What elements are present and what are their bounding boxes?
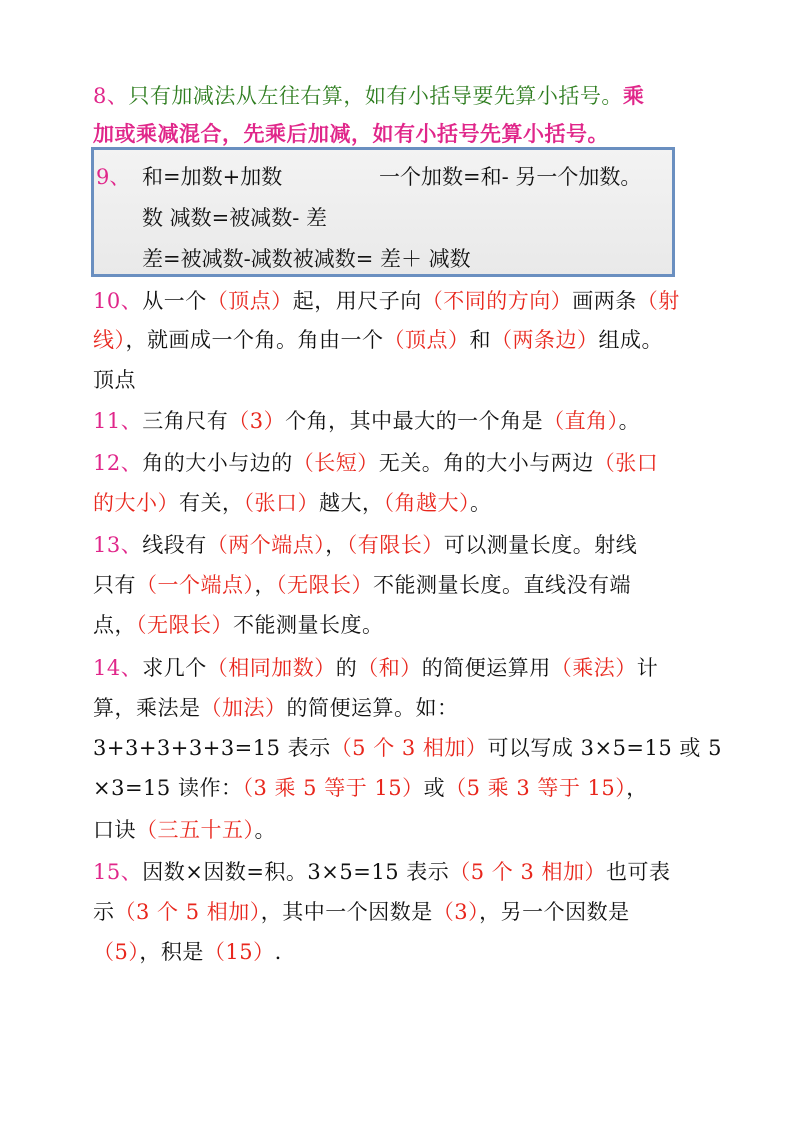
fill-blank: （直角）	[543, 409, 619, 433]
fill-blank: （乘法）	[550, 656, 637, 680]
text: .	[274, 940, 282, 964]
text: 。	[254, 818, 276, 842]
fill-blank: （5）	[93, 940, 140, 964]
fill-blank: （3 个 5 相加）	[114, 900, 261, 924]
section-15-line-2	[93, 892, 630, 932]
section-8-line-2: 加或乘减混合，先乘后加减，如有小括号先算小括号。	[93, 121, 609, 146]
section-10-number: 10、	[93, 289, 143, 313]
text: 。	[470, 491, 492, 515]
section-12-number: 12、	[93, 451, 143, 475]
text: 因数×因数=积。3×5=15 表示	[142, 860, 450, 884]
section-14-line-4	[93, 768, 648, 808]
fill-blank: （长短）	[292, 451, 379, 475]
text: 的简便运算用	[421, 656, 551, 680]
section-10-line-3: 顶点	[93, 368, 136, 392]
text: ，	[325, 533, 347, 557]
text: 点，	[93, 613, 136, 637]
section-12-line-2	[93, 483, 492, 523]
fill-blank: （加法）	[200, 696, 287, 720]
fill-blank: （5 个 3 相加）	[449, 860, 606, 884]
text: ，就画成一个角。角由一个	[125, 328, 384, 352]
section-9-number: 9、	[96, 165, 131, 189]
text: 线段有	[142, 533, 207, 557]
section-9-formula-subtrahend: 数 减数=被减数- 差	[142, 206, 328, 230]
section-9-formula-difference: 差=被减数-减数被减数= 差＋ 减数	[142, 247, 471, 271]
section-14-line-2	[93, 688, 459, 728]
fill-blank: （张口）	[243, 491, 319, 515]
fill-blank: （无限长）	[136, 613, 233, 637]
text: 口诀	[93, 818, 136, 842]
text: ×3=15 读作：	[93, 776, 243, 800]
text: 的	[335, 656, 358, 680]
text: 只有	[93, 573, 136, 597]
section-15-line-1	[93, 852, 671, 892]
text: 的简便运算。如：	[286, 696, 459, 720]
section-8-line-1	[93, 76, 644, 116]
section-9-formula-sum: 和=加数+加数	[142, 165, 283, 189]
section-13-number: 13、	[93, 533, 143, 557]
fill-blank: （5 乘 3 等于 15）	[445, 776, 627, 800]
fill-blank: （两条边）	[491, 328, 599, 352]
fill-blank: （相同加数）	[206, 656, 336, 680]
fill-blank: （两个端点）	[206, 533, 326, 557]
fill-blank: （无限长）	[276, 573, 373, 597]
text: 求几个	[142, 656, 207, 680]
fill-blank: （顶点）	[206, 289, 293, 313]
section-8-number: 8、	[93, 84, 129, 108]
text: 从一个	[142, 289, 207, 313]
text: ，	[254, 573, 276, 597]
text: 或	[423, 776, 446, 800]
fill-blank: 的大小）	[93, 491, 179, 515]
text: 无关。角的大小与两边	[378, 451, 594, 475]
text: ，	[626, 776, 648, 800]
section-10-line-1	[93, 281, 680, 321]
text: 组成。	[598, 328, 663, 352]
section-9-formula-addend: 一个加数=和- 另一个加数。	[379, 165, 642, 189]
fill-blank: （张口	[593, 451, 659, 475]
section-15-number: 15、	[93, 860, 143, 884]
text: 。	[618, 409, 641, 433]
fill-blank: （3）	[228, 409, 286, 433]
fill-blank: （和）	[357, 656, 422, 680]
section-10-line-2	[93, 320, 663, 360]
text: 个角，其中最大的一个角是	[285, 409, 544, 433]
fill-blank: （有限长）	[346, 533, 444, 557]
text: 不能测量长度。直线没有端	[373, 573, 631, 597]
fill-blank: （3）	[432, 900, 480, 924]
text: 不能测量长度。	[233, 613, 384, 637]
section-13-line-1	[93, 525, 637, 565]
text: 三角尺有	[142, 409, 229, 433]
text: 可以测量长度。射线	[443, 533, 638, 557]
section-14-line-1	[93, 648, 658, 688]
fill-blank: （一个端点）	[136, 573, 255, 597]
text: 可以写成 3×5=15 或 5	[487, 736, 722, 760]
section-8-text-b: 乘	[622, 83, 645, 108]
text: ，另一个因数是	[479, 900, 630, 924]
fill-blank: 线）	[93, 328, 126, 352]
fill-blank: （角越大）	[383, 491, 470, 515]
text: 角的大小与边的	[142, 451, 293, 475]
section-12-line-1	[93, 443, 658, 483]
section-9-box	[91, 147, 675, 277]
section-11-line-1	[93, 401, 640, 441]
text: 越大，	[319, 491, 384, 515]
text: 也可表	[606, 860, 671, 884]
section-15-line-3	[93, 932, 282, 972]
fill-blank: （5 个 3 相加）	[330, 736, 488, 760]
text: 起，用尺子向	[292, 289, 422, 313]
text: ，其中一个因数是	[260, 900, 433, 924]
text: 画两条	[572, 289, 637, 313]
section-13-line-3	[93, 605, 384, 645]
section-11-number: 11、	[93, 409, 143, 433]
fill-blank: （不同的方向）	[421, 289, 573, 313]
text: 有关，	[179, 491, 244, 515]
text: 和	[469, 328, 491, 352]
fill-blank: （射	[636, 289, 680, 313]
fill-blank: （3 乘 5 等于 15）	[242, 776, 424, 800]
fill-blank: （顶点）	[383, 328, 470, 352]
fill-blank: （三五十五）	[136, 818, 255, 842]
text: 3+3+3+3+3=15 表示	[93, 736, 331, 760]
text: 计	[636, 656, 659, 680]
section-14-line-3	[93, 728, 722, 768]
section-14-number: 14、	[93, 656, 143, 680]
text: 算，乘法是	[93, 696, 201, 720]
text: 示	[93, 900, 115, 924]
text: ，积是	[139, 940, 204, 964]
fill-blank: （15）	[203, 940, 275, 964]
section-13-line-2	[93, 565, 631, 605]
section-14-line-5	[93, 810, 276, 850]
section-8-text-a: 只有加减法从左往右算，如有小括导要先算小括号。	[128, 84, 623, 108]
